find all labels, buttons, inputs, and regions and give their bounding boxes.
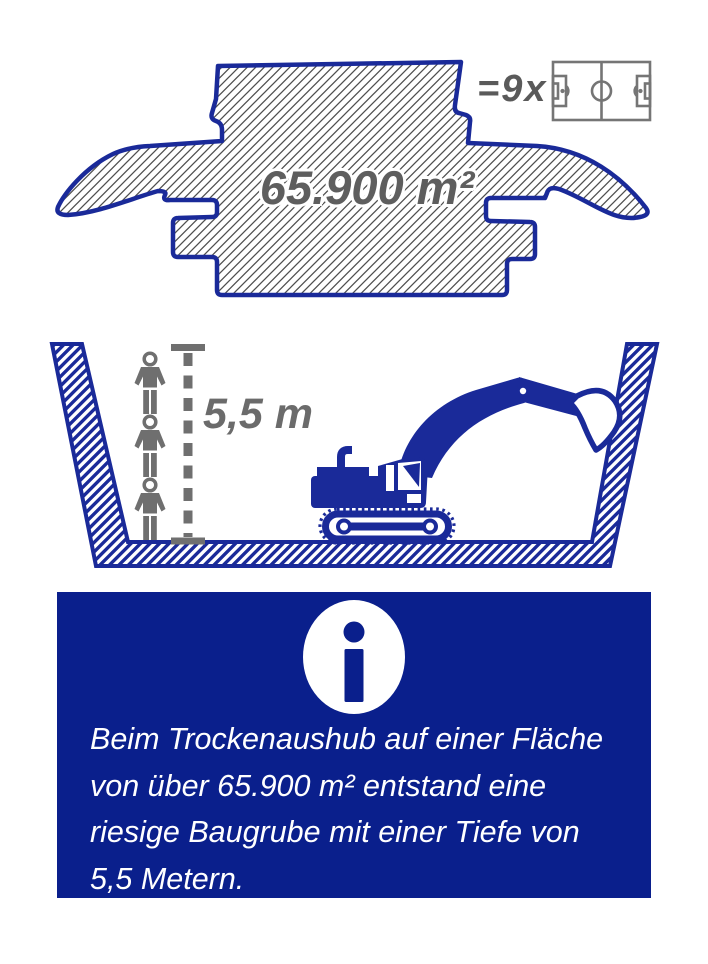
- info-text-line-2: von über 65.900 m² entstand eine: [90, 768, 547, 803]
- depth-dimension-line: [171, 348, 205, 542]
- person-icon-middle: [135, 416, 166, 477]
- info-box: [57, 592, 651, 898]
- pitch-penalty-spot-right: [640, 90, 642, 92]
- info-text-line-1: Beim Trockenaushub auf einer Fläche: [90, 722, 604, 756]
- pitch-goal-box-right: [645, 84, 650, 99]
- equivalence-label: =9x: [477, 68, 548, 110]
- info-text-line-3: riesige Baugrube mit einer Tiefe von: [90, 815, 580, 849]
- excavator-icon: [311, 377, 620, 543]
- person-icon-bottom: [135, 479, 166, 540]
- pitch-penalty-spot-left: [562, 90, 564, 92]
- depth-label: 5,5 m: [203, 390, 313, 438]
- boom-joint: [520, 388, 526, 394]
- football-pitch-icon: [553, 62, 650, 120]
- area-label: 65.900 m²: [259, 161, 475, 214]
- pitch-goal-box-left: [553, 84, 558, 99]
- info-text-line-4: 5,5 Metern.: [90, 861, 245, 896]
- person-icon-top: [135, 353, 166, 414]
- excavation-pit-diagram: [0, 330, 708, 575]
- info-icon: [299, 598, 409, 716]
- info-text: [90, 716, 635, 902]
